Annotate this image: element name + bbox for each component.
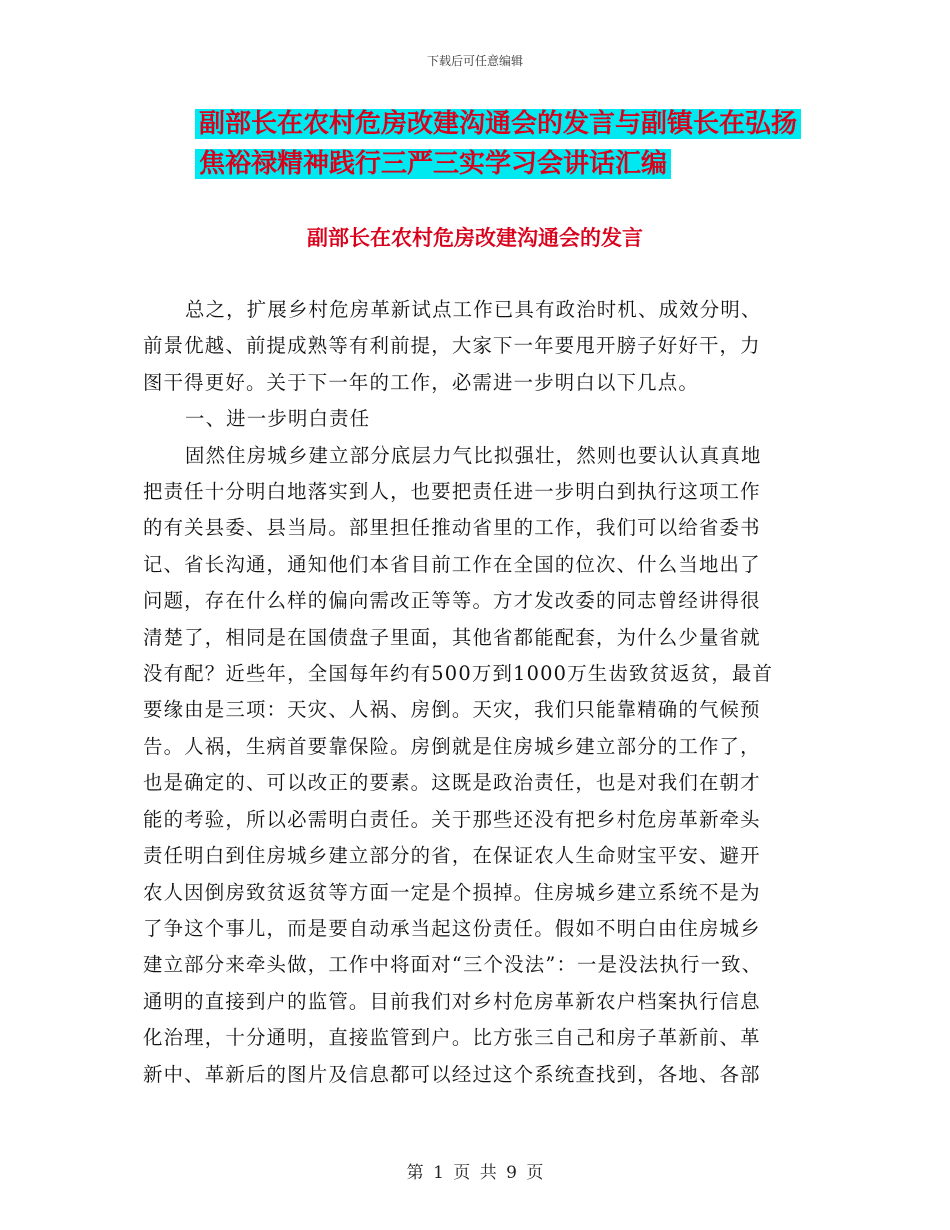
paragraph-line: 责任明白到住房城乡建立部分的省，在保证农人生命财宝平安、避开 — [143, 844, 761, 868]
paragraph-line: 化治理，十分通明，直接监管到户。比方张三自己和房子革新前、革 — [143, 1026, 761, 1050]
paragraph-line: 通明的直接到户的监管。目前我们对乡村危房革新农户档案执行信息 — [143, 989, 761, 1013]
paragraph-line: 图干得更好。关于下一年的工作，必需进一步明白以下几点。 — [143, 370, 699, 394]
paragraph-line: 没有配？近些年，全国每年约有500万到1000万生齿致贫返贫，最首 — [143, 662, 774, 686]
page-footer: 第 1 页 共 9 页 — [406, 1163, 544, 1183]
body-text — [143, 292, 803, 1093]
paragraph-line: 建立部分来牵头做，工作中将面对“三个没法”：一是没法执行一致、 — [143, 953, 763, 977]
paragraph-line: 了争这个事儿，而是要自动承当起这份责任。假如不明白由住房城乡 — [143, 916, 761, 940]
paragraph-line: 前景优越、前提成熟等有利前提，大家下一年要甩开膀子好好干，力 — [143, 334, 761, 358]
paragraph-line: 问题，存在什么样的偏向需改正等等。方才发改委的同志曾经讲得很 — [143, 589, 761, 613]
document-title — [195, 104, 815, 184]
subheading-line: 一、进一步明白责任 — [185, 407, 371, 431]
paragraph-line: 也是确定的、可以改正的要素。这既是政治责任，也是对我们在朝才 — [143, 771, 761, 795]
paragraph-line: 农人因倒房致贫返贫等方面一定是个损掉。住房城乡建立系统不是为 — [143, 880, 761, 904]
title-line-1 — [195, 104, 815, 144]
paragraph-line: 告。人祸，生病首要靠保险。房倒就是住房城乡建立部分的工作了， — [143, 734, 761, 758]
paragraph-line: 固然住房城乡建立部分底层力气比拟强壮，然则也要认认真真地 — [185, 443, 762, 467]
paragraph-line: 总之，扩展乡村危房革新试点工作已具有政治时机、成效分明、 — [185, 298, 762, 321]
title-line-1-text: 副部长在农村危房改建沟通会的发言与副镇长在弘扬 — [195, 109, 801, 139]
paragraph-line: 的有关县委、县当局。部里担任推动省里的工作，我们可以给省委书 — [143, 516, 761, 540]
paragraph-line: 要缘由是三项：天灾、人祸、房倒。天灾，我们只能靠精确的气候预 — [143, 698, 761, 722]
paragraph-line: 把责任十分明白地落实到人，也要把责任进一步明白到执行这项工作 — [143, 480, 761, 504]
paragraph-line: 能的考验，所以必需明白责任。关于那些还没有把乡村危房革新牵头 — [143, 807, 761, 831]
paragraph-line: 新中、革新后的图片及信息都可以经过这个系统查找到，各地、各部 — [143, 1062, 761, 1086]
header-note: 下载后可任意编辑 — [426, 54, 523, 68]
title-line-2 — [195, 144, 815, 184]
paragraph-line: 清楚了，相同是在国债盘子里面，其他省都能配套，为什么少量省就 — [143, 625, 761, 649]
section-heading: 副部长在农村危房改建沟通会的发言 — [307, 226, 643, 250]
paragraph-line: 记、省长沟通，通知他们本省目前工作在全国的位次、什么当地出了 — [143, 552, 761, 576]
title-line-2-text: 焦裕禄精神践行三严三实学习会讲话汇编 — [195, 149, 671, 179]
